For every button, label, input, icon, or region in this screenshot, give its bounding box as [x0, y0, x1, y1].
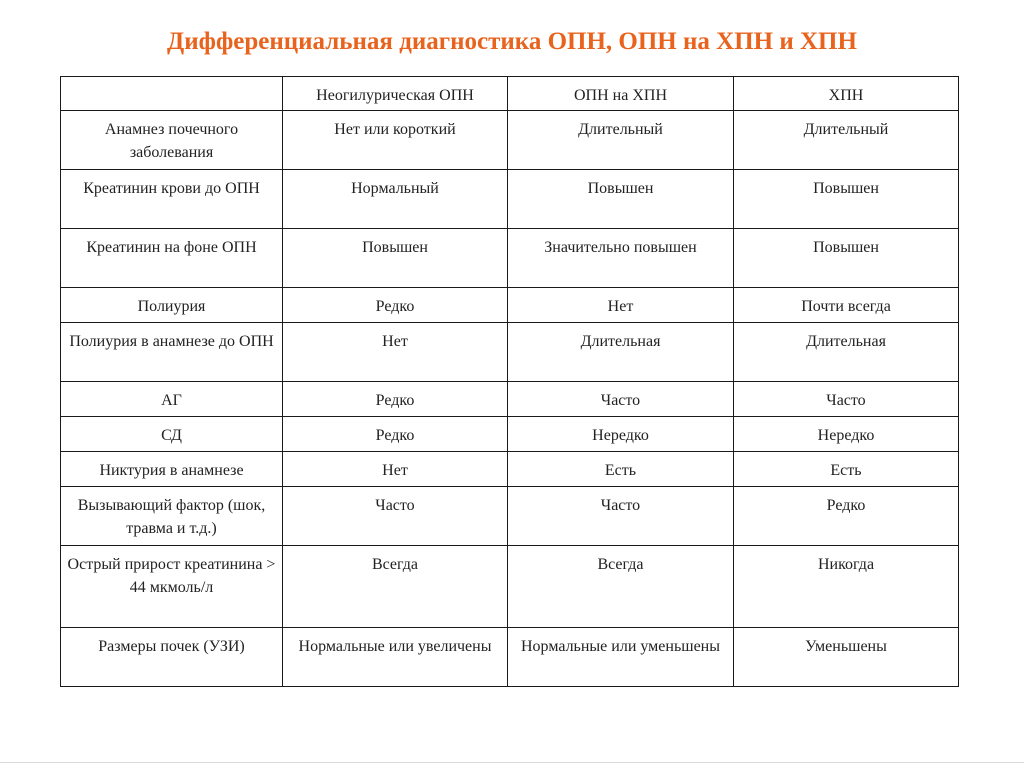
table-cell: Нередко — [508, 417, 734, 452]
table-row — [61, 452, 959, 487]
header-cell-neogiluric-opn: Неогилурическая ОПН — [283, 77, 508, 111]
table-cell: Есть — [508, 452, 734, 487]
table-cell: Длительная — [508, 323, 734, 382]
table-cell: Часто — [734, 382, 959, 417]
page-title: Дифференциальная диагностика ОПН, ОПН на ХПН и ХПН — [167, 28, 857, 55]
table-cell: Длительный — [508, 111, 734, 170]
table-cell: Длительный — [734, 111, 959, 170]
table-cell: Редко — [283, 288, 508, 323]
row-label: Размеры почек (УЗИ) — [61, 628, 283, 687]
row-label: Полиурия — [61, 288, 283, 323]
row-label: Острый прирост креатинина > 44 мкмоль/л — [61, 546, 283, 628]
table-cell: Нет — [283, 323, 508, 382]
table-row — [61, 382, 959, 417]
row-label: АГ — [61, 382, 283, 417]
table-cell: Повышен — [734, 170, 959, 229]
table-cell: Нет или короткий — [283, 111, 508, 170]
table-row — [61, 546, 959, 628]
table-cell: Часто — [508, 487, 734, 546]
table-row — [61, 323, 959, 382]
table-cell: Значительно повышен — [508, 229, 734, 288]
table-cell: Повышен — [508, 170, 734, 229]
table-cell: Нередко — [734, 417, 959, 452]
table-cell: Нет — [283, 452, 508, 487]
diagnosis-table — [60, 76, 959, 687]
table-cell: Уменьшены — [734, 628, 959, 687]
table-cell: Всегда — [283, 546, 508, 628]
table-row — [61, 417, 959, 452]
row-label: Креатинин на фоне ОПН — [61, 229, 283, 288]
table-cell: Нормальные или увеличены — [283, 628, 508, 687]
table-cell: Всегда — [508, 546, 734, 628]
table-cell: Повышен — [734, 229, 959, 288]
row-label: Анамнез почечного заболевания — [61, 111, 283, 170]
table-cell: Редко — [283, 382, 508, 417]
bottom-divider — [0, 762, 1024, 763]
table-cell: Длительная — [734, 323, 959, 382]
table-row — [61, 487, 959, 546]
table-cell: Повышен — [283, 229, 508, 288]
row-label: СД — [61, 417, 283, 452]
table-header-row — [61, 77, 959, 111]
table-cell: Редко — [283, 417, 508, 452]
header-cell-hpn: ХПН — [734, 77, 959, 111]
row-label: Никтурия в анамнезе — [61, 452, 283, 487]
table-row — [61, 288, 959, 323]
table-cell: Есть — [734, 452, 959, 487]
table-cell: Часто — [283, 487, 508, 546]
header-cell-opn-on-hpn: ОПН на ХПН — [508, 77, 734, 111]
table-cell: Нормальные или уменьшены — [508, 628, 734, 687]
table-cell: Почти всегда — [734, 288, 959, 323]
row-label: Вызывающий фактор (шок, травма и т.д.) — [61, 487, 283, 546]
table-cell: Нормальный — [283, 170, 508, 229]
table-row — [61, 111, 959, 170]
table-row — [61, 628, 959, 687]
table-cell: Никогда — [734, 546, 959, 628]
table-cell: Нет — [508, 288, 734, 323]
table-row — [61, 229, 959, 288]
header-cell-empty — [61, 77, 283, 111]
table-row — [61, 170, 959, 229]
row-label: Полиурия в анамнезе до ОПН — [61, 323, 283, 382]
row-label: Креатинин крови до ОПН — [61, 170, 283, 229]
table-cell: Редко — [734, 487, 959, 546]
table-cell: Часто — [508, 382, 734, 417]
